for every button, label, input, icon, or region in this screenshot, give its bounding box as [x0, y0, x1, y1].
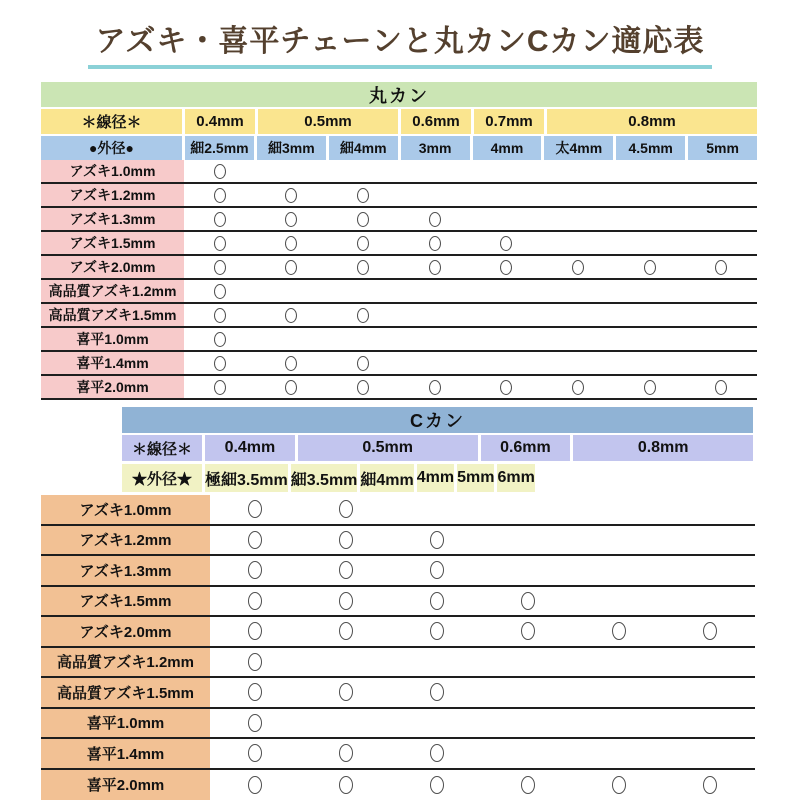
compatible-circle-mark [430, 683, 444, 701]
marukan-mark-cell [327, 328, 399, 350]
ckan-row [41, 495, 755, 526]
ckan-mark-cell [482, 678, 573, 707]
marukan-table-title: 丸カン [41, 82, 757, 107]
compatible-circle-mark [521, 622, 535, 640]
marukan-mark-cell [184, 280, 256, 302]
ckan-mark-cell [301, 709, 392, 738]
marukan-row [41, 376, 757, 400]
compatible-circle-mark [339, 683, 353, 701]
page-title: アズキ・喜平チェーンと丸カンCカン適応表 [88, 16, 713, 69]
ckan-mark-cell [392, 709, 483, 738]
compatible-circle-mark [357, 188, 369, 203]
marukan-mark-cell [184, 376, 256, 398]
ckan-outer-diameter-value: 極細3.5mm [205, 464, 288, 492]
compatible-circle-mark [357, 212, 369, 227]
marukan-mark-cell [471, 184, 543, 206]
ckan-mark-cell [392, 495, 483, 524]
ckan-outer-diameter-value: 細3.5mm [291, 464, 358, 492]
marukan-mark-cell [399, 304, 471, 326]
ckan-mark-cell [573, 495, 664, 524]
compatible-circle-mark [248, 622, 262, 640]
marukan-table-body [41, 160, 757, 400]
compatible-circle-mark [248, 714, 262, 732]
ckan-mark-cell [210, 526, 301, 555]
ckan-mark-cell [301, 617, 392, 646]
marukan-row [41, 352, 757, 376]
marukan-wire-diameter-value: 0.8mm [547, 109, 757, 134]
marukan-row-label: 高品質アズキ1.2mm [41, 280, 184, 302]
marukan-mark-cell [685, 208, 757, 230]
compatible-circle-mark [248, 744, 262, 762]
ckan-row [41, 617, 755, 648]
marukan-outer-diameter-value: 4.5mm [616, 136, 685, 160]
ckan-mark-cell [482, 556, 573, 585]
marukan-mark-cell [256, 280, 328, 302]
ckan-row [41, 709, 755, 740]
marukan-mark-cell [399, 184, 471, 206]
ckan-mark-cell [482, 648, 573, 677]
marukan-mark-cell [542, 304, 614, 326]
compatible-circle-mark [500, 380, 512, 395]
ckan-mark-cell [482, 495, 573, 524]
ckan-mark-cell [301, 770, 392, 800]
ckan-outer-diameter-value: 5mm [457, 464, 494, 492]
ckan-mark-cell [664, 617, 755, 646]
ckan-wire-diameter-label: ＊線径＊ [122, 435, 202, 461]
ckan-mark-cell [210, 617, 301, 646]
ckan-mark-cell [210, 648, 301, 677]
ckan-mark-cell [301, 495, 392, 524]
marukan-mark-cell [256, 304, 328, 326]
ckan-mark-cell [573, 617, 664, 646]
ckan-row-label: 高品質アズキ1.5mm [41, 678, 210, 707]
marukan-mark-cell [256, 376, 328, 398]
marukan-mark-cell [542, 352, 614, 374]
ckan-wire-diameter-value: 0.5mm [298, 435, 478, 461]
compatible-circle-mark [357, 380, 369, 395]
compatible-circle-mark [285, 236, 297, 251]
marukan-mark-cell [184, 160, 256, 182]
ckan-row [41, 739, 755, 770]
ckan-mark-cell [664, 648, 755, 677]
marukan-mark-cell [614, 160, 686, 182]
marukan-row [41, 304, 757, 328]
ckan-mark-cell [210, 770, 301, 800]
ckan-mark-cell [482, 617, 573, 646]
compatible-circle-mark [500, 236, 512, 251]
marukan-wire-diameter-value: 0.6mm [401, 109, 471, 134]
marukan-mark-cell [256, 328, 328, 350]
compatible-circle-mark [357, 236, 369, 251]
compatible-circle-mark [248, 500, 262, 518]
compatible-circle-mark [339, 531, 353, 549]
marukan-mark-cell [184, 304, 256, 326]
compatible-circle-mark [285, 380, 297, 395]
ckan-table-header [122, 407, 753, 492]
marukan-mark-cell [542, 184, 614, 206]
marukan-outer-diameter-row [41, 136, 757, 160]
ckan-mark-cell [664, 678, 755, 707]
compatible-circle-mark [339, 744, 353, 762]
ckan-wire-diameter-value: 0.8mm [573, 435, 753, 461]
marukan-mark-cell [327, 304, 399, 326]
compatible-circle-mark [572, 260, 584, 275]
compatible-circle-mark [285, 308, 297, 323]
marukan-mark-cell [471, 256, 543, 278]
compatible-circle-mark [248, 592, 262, 610]
compatible-circle-mark [248, 561, 262, 579]
marukan-mark-cell [327, 256, 399, 278]
ckan-mark-cell [301, 648, 392, 677]
compatible-circle-mark [214, 380, 226, 395]
ckan-mark-cell [392, 739, 483, 768]
compatible-circle-mark [429, 212, 441, 227]
marukan-outer-diameter-value: 5mm [688, 136, 757, 160]
marukan-mark-cell [614, 256, 686, 278]
ckan-table-title: Cカン [122, 407, 753, 433]
marukan-mark-cell [471, 208, 543, 230]
marukan-mark-cell [685, 256, 757, 278]
marukan-mark-cell [542, 232, 614, 254]
compatible-circle-mark [285, 260, 297, 275]
ckan-mark-cell [392, 556, 483, 585]
ckan-row [41, 587, 755, 618]
ckan-mark-cell [573, 556, 664, 585]
compatible-circle-mark [644, 260, 656, 275]
marukan-outer-diameter-value: 細3mm [257, 136, 326, 160]
compatible-circle-mark [430, 592, 444, 610]
ckan-row [41, 648, 755, 679]
ckan-mark-cell [392, 526, 483, 555]
ckan-mark-cell [664, 526, 755, 555]
ckan-mark-cell [482, 526, 573, 555]
ckan-mark-cell [210, 739, 301, 768]
compatible-circle-mark [214, 164, 226, 179]
compatible-circle-mark [703, 776, 717, 794]
compatible-circle-mark [248, 531, 262, 549]
compatible-circle-mark [339, 561, 353, 579]
compatible-circle-mark [339, 500, 353, 518]
ckan-mark-cell [573, 526, 664, 555]
marukan-mark-cell [399, 160, 471, 182]
marukan-mark-cell [184, 328, 256, 350]
ckan-row-label: アズキ1.5mm [41, 587, 210, 616]
marukan-mark-cell [256, 256, 328, 278]
marukan-mark-cell [471, 304, 543, 326]
marukan-mark-cell [184, 352, 256, 374]
ckan-row-label: アズキ1.3mm [41, 556, 210, 585]
ckan-table-body [41, 495, 755, 800]
ckan-mark-cell [664, 587, 755, 616]
marukan-mark-cell [542, 160, 614, 182]
marukan-mark-cell [614, 376, 686, 398]
ckan-mark-cell [573, 678, 664, 707]
ckan-outer-diameter-label: ★外径★ [122, 464, 202, 492]
marukan-row [41, 256, 757, 280]
marukan-mark-cell [184, 256, 256, 278]
marukan-mark-cell [542, 376, 614, 398]
ckan-row-label: アズキ1.0mm [41, 495, 210, 524]
marukan-row-label: アズキ1.5mm [41, 232, 184, 254]
compatible-circle-mark [430, 531, 444, 549]
ckan-mark-cell [392, 648, 483, 677]
marukan-table [41, 82, 757, 400]
compatible-circle-mark [214, 308, 226, 323]
compatible-circle-mark [430, 561, 444, 579]
ckan-mark-cell [664, 556, 755, 585]
marukan-mark-cell [685, 184, 757, 206]
ckan-mark-cell [301, 526, 392, 555]
marukan-outer-diameter-value: 細4mm [329, 136, 398, 160]
ckan-mark-cell [482, 770, 573, 800]
marukan-mark-cell [614, 328, 686, 350]
marukan-row-label: アズキ1.3mm [41, 208, 184, 230]
marukan-wire-diameter-row [41, 109, 757, 134]
marukan-row-label: アズキ1.0mm [41, 160, 184, 182]
compatible-circle-mark [214, 284, 226, 299]
marukan-mark-cell [399, 376, 471, 398]
marukan-mark-cell [542, 208, 614, 230]
ckan-mark-cell [301, 587, 392, 616]
ckan-row-label: アズキ1.2mm [41, 526, 210, 555]
marukan-wire-diameter-value: 0.7mm [474, 109, 544, 134]
ckan-row [41, 556, 755, 587]
marukan-outer-diameter-value: 太4mm [544, 136, 613, 160]
compatible-circle-mark [612, 776, 626, 794]
ckan-mark-cell [664, 709, 755, 738]
marukan-mark-cell [685, 352, 757, 374]
compatible-circle-mark [214, 332, 226, 347]
marukan-mark-cell [614, 208, 686, 230]
marukan-mark-cell [685, 232, 757, 254]
ckan-outer-diameter-value: 4mm [417, 464, 454, 492]
ckan-row [41, 770, 755, 800]
marukan-wire-diameter-value: 0.4mm [185, 109, 255, 134]
compatible-circle-mark [429, 380, 441, 395]
marukan-mark-cell [256, 232, 328, 254]
ckan-mark-cell [573, 648, 664, 677]
title-area [0, 16, 800, 69]
marukan-mark-cell [184, 208, 256, 230]
marukan-row [41, 160, 757, 184]
marukan-mark-cell [614, 304, 686, 326]
ckan-mark-cell [573, 739, 664, 768]
compatible-circle-mark [644, 380, 656, 395]
compatible-circle-mark [214, 188, 226, 203]
ckan-outer-diameter-row [122, 464, 753, 492]
compatible-circle-mark [429, 236, 441, 251]
ckan-row-label: 高品質アズキ1.2mm [41, 648, 210, 677]
marukan-mark-cell [399, 232, 471, 254]
compatible-circle-mark [214, 212, 226, 227]
ckan-mark-cell [392, 587, 483, 616]
ckan-mark-cell [573, 770, 664, 800]
marukan-mark-cell [685, 304, 757, 326]
marukan-mark-cell [256, 160, 328, 182]
marukan-mark-cell [614, 232, 686, 254]
marukan-outer-diameter-value: 3mm [401, 136, 470, 160]
marukan-mark-cell [685, 328, 757, 350]
compatible-circle-mark [429, 260, 441, 275]
ckan-mark-cell [392, 770, 483, 800]
compatible-circle-mark [715, 380, 727, 395]
marukan-mark-cell [256, 208, 328, 230]
marukan-mark-cell [685, 280, 757, 302]
ckan-mark-cell [573, 709, 664, 738]
marukan-mark-cell [399, 328, 471, 350]
marukan-mark-cell [399, 256, 471, 278]
marukan-mark-cell [327, 232, 399, 254]
marukan-mark-cell [471, 376, 543, 398]
ckan-mark-cell [210, 709, 301, 738]
marukan-row-label: アズキ1.2mm [41, 184, 184, 206]
compatible-circle-mark [357, 260, 369, 275]
marukan-mark-cell [685, 376, 757, 398]
marukan-mark-cell [471, 328, 543, 350]
marukan-wire-diameter-label: ＊線径＊ [41, 109, 182, 134]
marukan-mark-cell [471, 232, 543, 254]
marukan-mark-cell [471, 280, 543, 302]
marukan-mark-cell [327, 184, 399, 206]
compatible-circle-mark [339, 776, 353, 794]
compatible-circle-mark [715, 260, 727, 275]
marukan-mark-cell [471, 352, 543, 374]
marukan-mark-cell [685, 160, 757, 182]
compatible-circle-mark [248, 653, 262, 671]
ckan-mark-cell [210, 556, 301, 585]
compatible-circle-mark [500, 260, 512, 275]
ckan-row [41, 678, 755, 709]
ckan-mark-cell [301, 739, 392, 768]
compatible-circle-mark [339, 592, 353, 610]
ckan-mark-cell [664, 739, 755, 768]
compatible-circle-mark [339, 622, 353, 640]
compatible-circle-mark [285, 188, 297, 203]
ckan-mark-cell [392, 617, 483, 646]
marukan-row [41, 184, 757, 208]
marukan-mark-cell [184, 184, 256, 206]
marukan-mark-cell [471, 160, 543, 182]
marukan-row-label: 喜平2.0mm [41, 376, 184, 398]
ckan-mark-cell [482, 739, 573, 768]
compatible-circle-mark [521, 592, 535, 610]
ckan-row-label: 喜平2.0mm [41, 770, 210, 800]
compatible-circle-mark [214, 356, 226, 371]
compatible-circle-mark [430, 744, 444, 762]
compatible-circle-mark [572, 380, 584, 395]
ckan-mark-cell [482, 709, 573, 738]
marukan-mark-cell [614, 352, 686, 374]
marukan-mark-cell [256, 184, 328, 206]
marukan-wire-diameter-value: 0.5mm [258, 109, 398, 134]
marukan-row [41, 328, 757, 352]
marukan-row [41, 208, 757, 232]
marukan-mark-cell [542, 328, 614, 350]
compatible-circle-mark [430, 776, 444, 794]
marukan-mark-cell [542, 256, 614, 278]
compatible-circle-mark [357, 356, 369, 371]
marukan-outer-diameter-label: ●外径● [41, 136, 182, 160]
compatible-circle-mark [357, 308, 369, 323]
ckan-wire-diameter-row [122, 435, 753, 461]
compatible-circle-mark [285, 212, 297, 227]
ckan-mark-cell [664, 495, 755, 524]
compatible-circle-mark [703, 622, 717, 640]
marukan-outer-diameter-value: 4mm [473, 136, 542, 160]
marukan-row [41, 232, 757, 256]
marukan-row-label: 喜平1.4mm [41, 352, 184, 374]
marukan-mark-cell [542, 280, 614, 302]
ckan-mark-cell [301, 556, 392, 585]
ckan-mark-cell [482, 587, 573, 616]
compatible-circle-mark [285, 356, 297, 371]
marukan-mark-cell [327, 376, 399, 398]
marukan-mark-cell [256, 352, 328, 374]
marukan-mark-cell [327, 160, 399, 182]
ckan-mark-cell [210, 495, 301, 524]
ckan-row-label: 喜平1.0mm [41, 709, 210, 738]
ckan-mark-cell [573, 587, 664, 616]
marukan-mark-cell [327, 280, 399, 302]
compatible-circle-mark [430, 622, 444, 640]
marukan-mark-cell [327, 208, 399, 230]
marukan-mark-cell [184, 232, 256, 254]
marukan-mark-cell [399, 208, 471, 230]
marukan-mark-cell [614, 184, 686, 206]
marukan-row-label: アズキ2.0mm [41, 256, 184, 278]
compatible-circle-mark [248, 776, 262, 794]
ckan-mark-cell [210, 587, 301, 616]
ckan-mark-cell [210, 678, 301, 707]
marukan-mark-cell [399, 352, 471, 374]
ckan-mark-cell [301, 678, 392, 707]
marukan-mark-cell [327, 352, 399, 374]
ckan-row-label: アズキ2.0mm [41, 617, 210, 646]
marukan-row-label: 喜平1.0mm [41, 328, 184, 350]
marukan-row [41, 280, 757, 304]
compatible-circle-mark [521, 776, 535, 794]
ckan-row [41, 526, 755, 557]
compatible-circle-mark [214, 260, 226, 275]
compatible-circle-mark [248, 683, 262, 701]
compatible-circle-mark [612, 622, 626, 640]
ckan-outer-diameter-value: 6mm [497, 464, 534, 492]
marukan-outer-diameter-value: 細2.5mm [185, 136, 254, 160]
marukan-mark-cell [614, 280, 686, 302]
ckan-mark-cell [664, 770, 755, 800]
ckan-outer-diameter-value: 細4mm [360, 464, 413, 492]
marukan-row-label: 高品質アズキ1.5mm [41, 304, 184, 326]
marukan-mark-cell [399, 280, 471, 302]
ckan-wire-diameter-value: 0.6mm [481, 435, 571, 461]
ckan-mark-cell [392, 678, 483, 707]
compatible-circle-mark [214, 236, 226, 251]
ckan-wire-diameter-value: 0.4mm [205, 435, 295, 461]
ckan-row-label: 喜平1.4mm [41, 739, 210, 768]
